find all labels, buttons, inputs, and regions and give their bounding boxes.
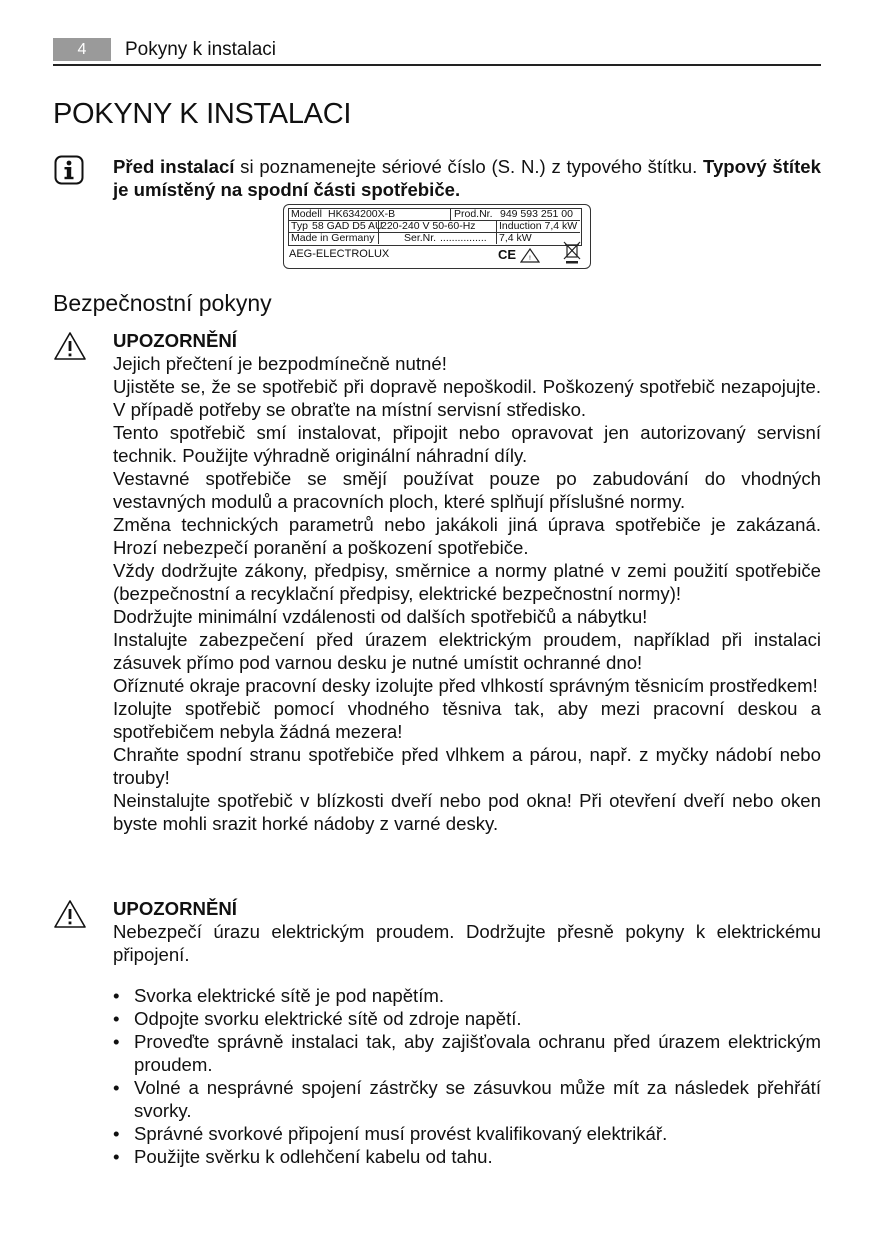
prod-label: Prod.Nr.: [454, 208, 493, 220]
info-note-tail: Typový štítek je umístěný na spodní části spotřebiče.: [113, 156, 821, 200]
ser-value: ................: [440, 232, 487, 244]
voltage: 220-240 V 50-60-Hz: [381, 220, 476, 232]
header-divider: [53, 64, 821, 66]
warning1-paragraph: Oříznuté okraje pracovní desky izolujte před vlhkostí správným těsnicím prostředkem!: [113, 675, 818, 696]
page-header: [53, 38, 821, 65]
weee-bin-icon: [563, 240, 581, 267]
warning1-paragraph: Instalujte zabezpečení před úrazem elektrickým proudem, například při instalaci zásuvek přímo pod varnou desku je nutné umístit ochranné dno!: [113, 629, 821, 673]
list-item: • Správné svorkové připojení musí provést kvalifikovaný elektrikář.: [113, 1122, 821, 1145]
prod-value: 949 593 251 00: [500, 208, 573, 220]
warning-icon: [53, 899, 87, 929]
list-item: • Svorka elektrické sítě je pod napětím.: [113, 984, 821, 1007]
warning2-bullet-list: [113, 984, 821, 1168]
brand: AEG-ELECTROLUX: [289, 248, 390, 260]
warning2-body: [113, 920, 821, 966]
made-in: Made in Germany: [291, 232, 375, 244]
ce-mark: CE: [498, 247, 517, 262]
list-item: • Použijte svěrku k odlehčení kabelu od tahu.: [113, 1145, 821, 1168]
list-item: • Odpojte svorku elektrické sítě od zdroje napětí.: [113, 1007, 821, 1030]
rating-plate: [283, 204, 591, 269]
rating-plate-col-divider: [450, 208, 451, 220]
warning1-paragraph: Jejich přečtení je bezpodmínečně nutné!: [113, 353, 447, 374]
model-label: Modell: [291, 208, 322, 220]
info-note: [113, 155, 821, 201]
induction: Induction 7,4 kW: [499, 220, 578, 232]
warning1-paragraph: Vždy dodržujte zákony, předpisy, směrnice a normy platné v zemi použití spotřebiče (bezpečnostní a recyklační předpisy, elektrické bezpečnostní normy)!: [113, 560, 821, 604]
model-value: HK634200X-B: [328, 208, 396, 220]
typ-value: 58 GAD D5 AU: [312, 220, 383, 232]
warning1-body: [113, 352, 821, 835]
ser-label: Ser.Nr.: [404, 232, 437, 244]
warning1-paragraph: Dodržujte minimální vzdálenosti od dalších spotřebičů a nábytku!: [113, 606, 648, 627]
info-note-text: si poznamenejte sériové číslo (S. N.) z typového štítku.: [234, 156, 703, 177]
typ-label: Typ: [291, 220, 308, 232]
info-note-lead: Před instalací: [113, 156, 235, 177]
warning1-paragraph: Izolujte spotřebič pomocí vhodného těsniva tak, aby mezi pracovní deskou a spotřebičem nebyla žádná mezera!: [113, 698, 821, 742]
svg-text:!: !: [529, 256, 531, 262]
warning2-title: UPOZORNĚNÍ: [113, 898, 237, 919]
warning1-paragraph: Chraňte spodní stranu spotřebiče před vlhkem a párou, např. z myčky nádobí nebo trouby!: [113, 744, 821, 788]
safety-mark-icon: [520, 248, 540, 266]
warning-icon: [53, 331, 87, 361]
warning1-paragraph: Změna technických parametrů nebo jakákoli jiná úprava spotřebiče je zakázaná. Hrozí nebezpečí poranění a poškození spotřebiče.: [113, 514, 821, 558]
warning2-text: Nebezpečí úrazu elektrickým proudem. Dodržujte přesně pokyny k elektrickému připojení.: [113, 921, 821, 965]
list-item: • Proveďte správně instalaci tak, aby zajišťovala ochranu před úrazem elektrickým proudem.: [113, 1030, 821, 1076]
list-item: • Volné a nesprávné spojení zástrčky se zásuvkou může mít za následek přehřátí svorky.: [113, 1076, 821, 1122]
rating-plate-col-divider: [496, 220, 497, 244]
power: 7,4 kW: [499, 232, 532, 244]
safety-heading: Bezpečnostní pokyny: [53, 290, 272, 316]
page-title: POKYNY K INSTALACI: [53, 98, 352, 130]
info-icon: [54, 155, 84, 185]
warning1-title: UPOZORNĚNÍ: [113, 330, 237, 351]
warning1-paragraph: Ujistěte se, že se spotřebič při dopravě nepoškodil. Poškozený spotřebič nezapojujte. V případě potřeby se obraťte na místní servisní středisko.: [113, 376, 821, 420]
header-section-title: Pokyny k instalaci: [125, 39, 277, 60]
page-number: 4: [53, 38, 111, 61]
warning1-paragraph: Vestavné spotřebiče se smějí používat pouze po zabudování do vhodných vestavných modulů a pracovních ploch, které splňují příslušné normy.: [113, 468, 821, 512]
warning1-paragraph: Neinstalujte spotřebič v blízkosti dveří nebo pod okna! Při otevření dveří nebo oken byste mohli srazit horké nádoby z varné desky.: [113, 790, 821, 834]
warning1-paragraph: Tento spotřebič smí instalovat, připojit nebo opravovat jen autorizovaný servisní technik. Použijte výhradně originální náhradní díly.: [113, 422, 821, 466]
